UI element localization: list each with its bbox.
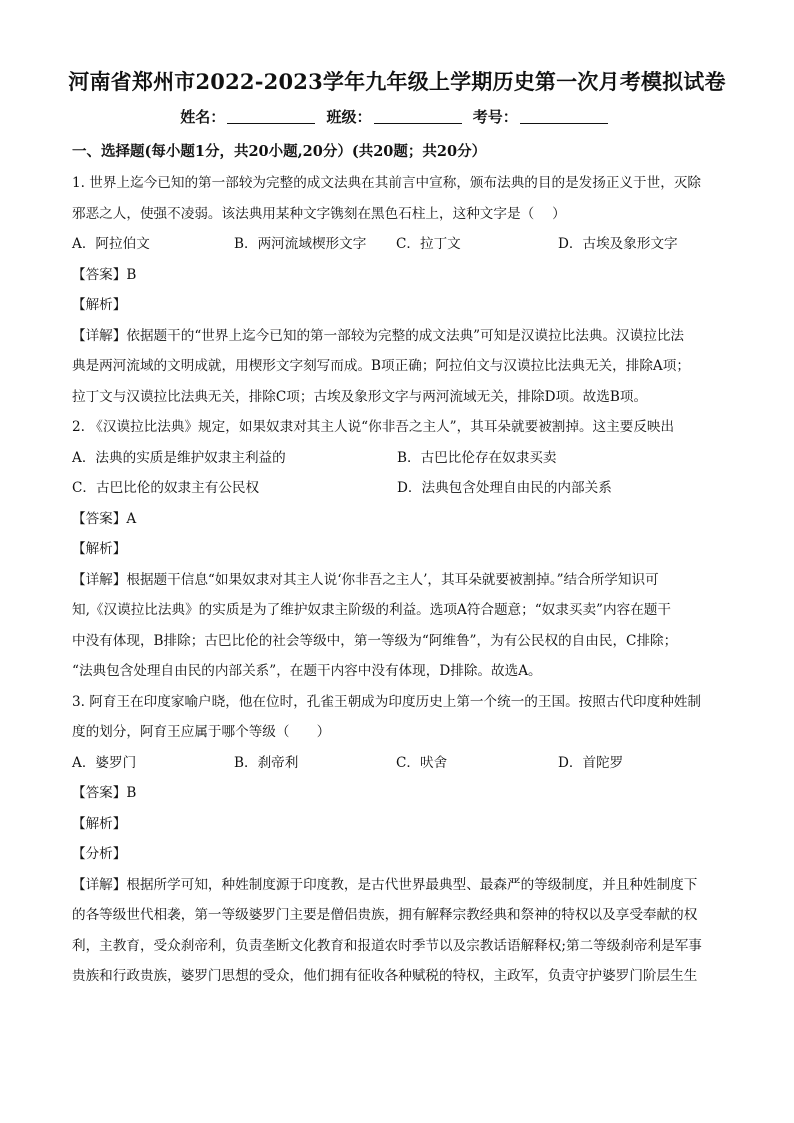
q1-stem-line1: 1. 世界上迄今已知的第一部较为完整的成文法典在其前言中宣称，颁布法典的目的是发扬正义于世，灭除 <box>72 175 702 191</box>
q1-detail-line1: 【详解】依据题干的“世界上迄今已知的第一部较为完整的成文法典”可知是汉谟拉比法典。汉谟拉比法 <box>72 327 685 344</box>
q3-detail-line3: 利，主教育，受众刹帝利，负责垄断文化教育和报道农时季节以及宗教话语解释权;第二等级刹帝利是军事 <box>72 937 702 954</box>
q2-option-c: C．古巴比伦的奴隶主有公民权 <box>72 480 260 496</box>
q3-detail-line4: 贵族和行政贵族，婆罗门思想的受众，他们拥有征收各种赋税的特权，主政军，负责守护婆罗门阶层生生 <box>72 968 698 984</box>
q1-detail-line2: 典是两河流域的文明成就，用楔形文字刻写而成。B项正确；阿拉伯文与汉谟拉比法典无关，排除A项； <box>72 358 690 374</box>
q2-detail-line1: 【详解】根据题干信息“如果奴隶对其主人说‘你非吾之主人’，其耳朵就要被割掉。”结合所学知识可 <box>72 571 659 588</box>
q3-option-a: A．婆罗门 <box>72 754 137 771</box>
q3-detail-line2: 的各等级世代相袭，第一等级婆罗门主要是僧侣贵族，拥有解释宗教经典和祭神的特权以及享受奉献的权 <box>72 907 698 923</box>
q2-analysis-label: 【解析】 <box>72 541 127 557</box>
section-heading: 一、选择题(每小题1分，共20小题,20分）(共20题；共20分） <box>72 143 487 160</box>
q3-stem-line2: 度的划分，阿育王应属于哪个等级（ ） <box>72 724 331 740</box>
class-blank <box>374 109 462 124</box>
q2-detail-line4: “法典包含处理自由民的内部关系”，在题干内容中没有体现，D排除。故选A。 <box>72 663 542 679</box>
q1-answer: 【答案】B <box>72 266 137 283</box>
q3-stem-line1: 3. 阿育王在印度家喻户晓，他在位时，孔雀王朝成为印度历史上第一个统一的王国。按照古代印度种姓制 <box>72 693 702 710</box>
q2-detail-line2: 知,《汉谟拉比法典》的实质是为了维护奴隶主阶级的利益。选项A符合题意；“奴隶买卖”内容在题干 <box>72 602 671 618</box>
questions-body <box>72 168 722 992</box>
q2-options-row1 <box>72 443 722 474</box>
q3-detail-line1: 【详解】根据所学可知，种姓制度源于印度教，是古代世界最典型、最森严的等级制度，并且种姓制度下 <box>72 876 698 893</box>
q3-options <box>72 748 722 779</box>
q1-analysis-label: 【解析】 <box>72 297 127 313</box>
q1-option-d: D．古埃及象形文字 <box>558 236 678 252</box>
exam-no-blank <box>520 109 608 124</box>
q2-option-d: D．法典包含处理自由民的内部关系 <box>397 480 612 496</box>
q2-answer: 【答案】A <box>72 510 137 527</box>
q3-option-b: B．刹帝利 <box>234 754 299 771</box>
q1-option-c: C．拉丁文 <box>396 236 461 252</box>
q1-detail-line3: 拉丁文与汉谟拉比法典无关，排除C项；古埃及象形文字与两河流域无关，排除D项。故选B项。 <box>72 388 648 405</box>
q3-option-c: C．吠舍 <box>396 754 448 771</box>
q2-detail-line3: 中没有体现，B排除；古巴比伦的社会等级中，第一等级为“阿维鲁”，为有公民权的自由民，C排除； <box>72 632 678 649</box>
q3-analysis-label: 【解析】 <box>72 815 127 832</box>
q3-option-d: D．首陀罗 <box>558 754 624 771</box>
exam-no-label: 考号： <box>472 108 518 126</box>
student-info-line <box>0 106 794 127</box>
page-title: 河南省郑州市2022-2023学年九年级上学期历史第一次月考模拟试卷 <box>68 69 726 94</box>
q1-option-b: B．两河流域楔形文字 <box>234 236 367 252</box>
q2-option-a: A．法典的实质是维护奴隶主利益的 <box>72 449 286 466</box>
q2-stem-line1: 2. 《汉谟拉比法典》规定，如果奴隶对其主人说“你非吾之主人”，其耳朵就要被割掉。这主要反映出 <box>72 419 675 435</box>
name-label: 姓名： <box>180 108 226 126</box>
name-blank <box>227 109 315 124</box>
class-label: 班级： <box>326 108 372 126</box>
q3-answer: 【答案】B <box>72 785 137 801</box>
q1-options <box>72 229 722 260</box>
q1-stem-line2: 邪恶之人，使强不凌弱。该法典用某种文字镌刻在黑色石柱上，这种文字是（ ） <box>72 205 566 222</box>
q2-options-row2 <box>72 473 722 504</box>
q3-fenxi-label: 【分析】 <box>72 846 127 862</box>
q2-option-b: B．古巴比伦存在奴隶买卖 <box>397 449 557 466</box>
q1-option-a: A．阿拉伯文 <box>72 236 150 252</box>
